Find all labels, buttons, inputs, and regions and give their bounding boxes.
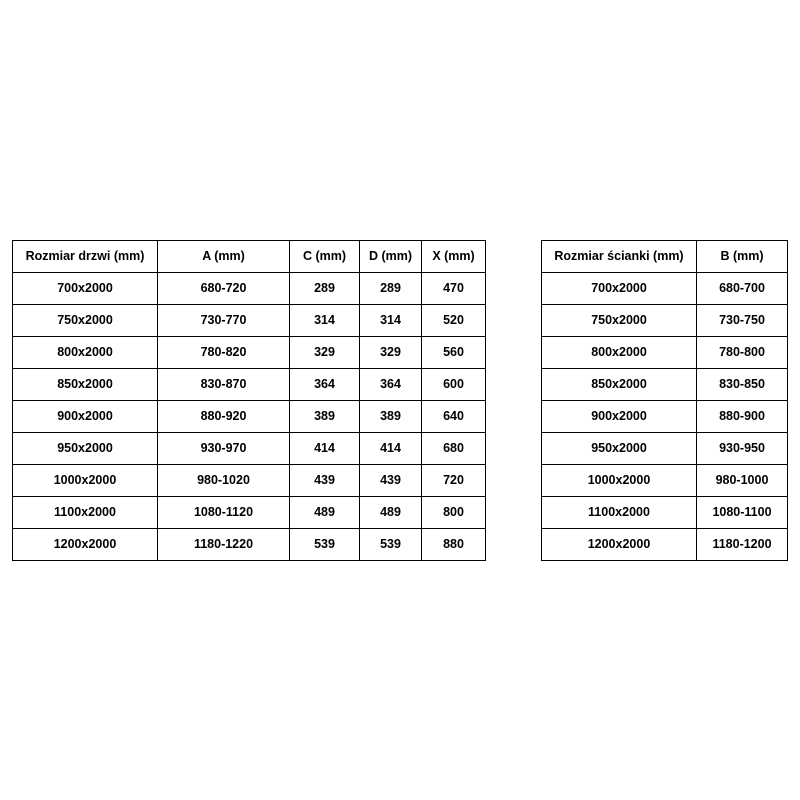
cell-wall-size: 800x2000 (542, 337, 697, 369)
column-header-a: A (mm) (158, 241, 290, 273)
cell-x: 640 (422, 401, 486, 433)
cell-a: 830-870 (158, 369, 290, 401)
cell-door-size: 1200x2000 (13, 529, 158, 561)
cell-x: 560 (422, 337, 486, 369)
table-row (13, 497, 486, 529)
table-header-row (542, 241, 788, 273)
cell-c: 489 (290, 497, 360, 529)
cell-b: 930-950 (697, 433, 788, 465)
cell-c: 329 (290, 337, 360, 369)
cell-c: 414 (290, 433, 360, 465)
table-row (13, 529, 486, 561)
cell-d: 329 (360, 337, 422, 369)
cell-wall-size: 1100x2000 (542, 497, 697, 529)
table-row (542, 497, 788, 529)
cell-c: 364 (290, 369, 360, 401)
cell-b: 780-800 (697, 337, 788, 369)
cell-b: 1080-1100 (697, 497, 788, 529)
cell-x: 720 (422, 465, 486, 497)
cell-d: 489 (360, 497, 422, 529)
cell-b: 980-1000 (697, 465, 788, 497)
table-row (542, 465, 788, 497)
table-row (542, 401, 788, 433)
cell-c: 539 (290, 529, 360, 561)
column-header-d: D (mm) (360, 241, 422, 273)
cell-x: 800 (422, 497, 486, 529)
cell-a: 680-720 (158, 273, 290, 305)
cell-wall-size: 850x2000 (542, 369, 697, 401)
table-row (542, 369, 788, 401)
table-row (542, 529, 788, 561)
table-header-row (13, 241, 486, 273)
cell-x: 600 (422, 369, 486, 401)
cell-wall-size: 700x2000 (542, 273, 697, 305)
table-row (542, 273, 788, 305)
table-row (542, 433, 788, 465)
table-row (13, 465, 486, 497)
tables-container (12, 240, 788, 561)
cell-a: 930-970 (158, 433, 290, 465)
cell-wall-size: 1200x2000 (542, 529, 697, 561)
cell-door-size: 900x2000 (13, 401, 158, 433)
cell-d: 289 (360, 273, 422, 305)
column-header-b: B (mm) (697, 241, 788, 273)
cell-d: 539 (360, 529, 422, 561)
table-row (542, 305, 788, 337)
cell-door-size: 750x2000 (13, 305, 158, 337)
cell-wall-size: 900x2000 (542, 401, 697, 433)
cell-d: 389 (360, 401, 422, 433)
cell-b: 880-900 (697, 401, 788, 433)
cell-a: 1080-1120 (158, 497, 290, 529)
cell-wall-size: 750x2000 (542, 305, 697, 337)
column-header-c: C (mm) (290, 241, 360, 273)
cell-b: 830-850 (697, 369, 788, 401)
table-row (13, 433, 486, 465)
cell-a: 980-1020 (158, 465, 290, 497)
doors-dimensions-table (12, 240, 486, 561)
cell-d: 364 (360, 369, 422, 401)
cell-a: 780-820 (158, 337, 290, 369)
cell-a: 880-920 (158, 401, 290, 433)
column-header-wall-size: Rozmiar ścianki (mm) (542, 241, 697, 273)
column-header-x: X (mm) (422, 241, 486, 273)
walls-dimensions-table (541, 240, 788, 561)
cell-x: 680 (422, 433, 486, 465)
cell-door-size: 700x2000 (13, 273, 158, 305)
cell-c: 314 (290, 305, 360, 337)
cell-b: 680-700 (697, 273, 788, 305)
table-row (13, 305, 486, 337)
cell-door-size: 850x2000 (13, 369, 158, 401)
cell-d: 414 (360, 433, 422, 465)
cell-d: 314 (360, 305, 422, 337)
table-row (13, 337, 486, 369)
cell-c: 389 (290, 401, 360, 433)
cell-a: 730-770 (158, 305, 290, 337)
cell-b: 730-750 (697, 305, 788, 337)
cell-wall-size: 1000x2000 (542, 465, 697, 497)
cell-door-size: 800x2000 (13, 337, 158, 369)
cell-b: 1180-1200 (697, 529, 788, 561)
cell-x: 470 (422, 273, 486, 305)
column-header-door-size: Rozmiar drzwi (mm) (13, 241, 158, 273)
cell-a: 1180-1220 (158, 529, 290, 561)
cell-x: 520 (422, 305, 486, 337)
cell-wall-size: 950x2000 (542, 433, 697, 465)
cell-x: 880 (422, 529, 486, 561)
table-row (13, 273, 486, 305)
table-row (13, 369, 486, 401)
cell-c: 439 (290, 465, 360, 497)
table-row (13, 401, 486, 433)
cell-d: 439 (360, 465, 422, 497)
cell-c: 289 (290, 273, 360, 305)
cell-door-size: 950x2000 (13, 433, 158, 465)
cell-door-size: 1100x2000 (13, 497, 158, 529)
cell-door-size: 1000x2000 (13, 465, 158, 497)
table-row (542, 337, 788, 369)
